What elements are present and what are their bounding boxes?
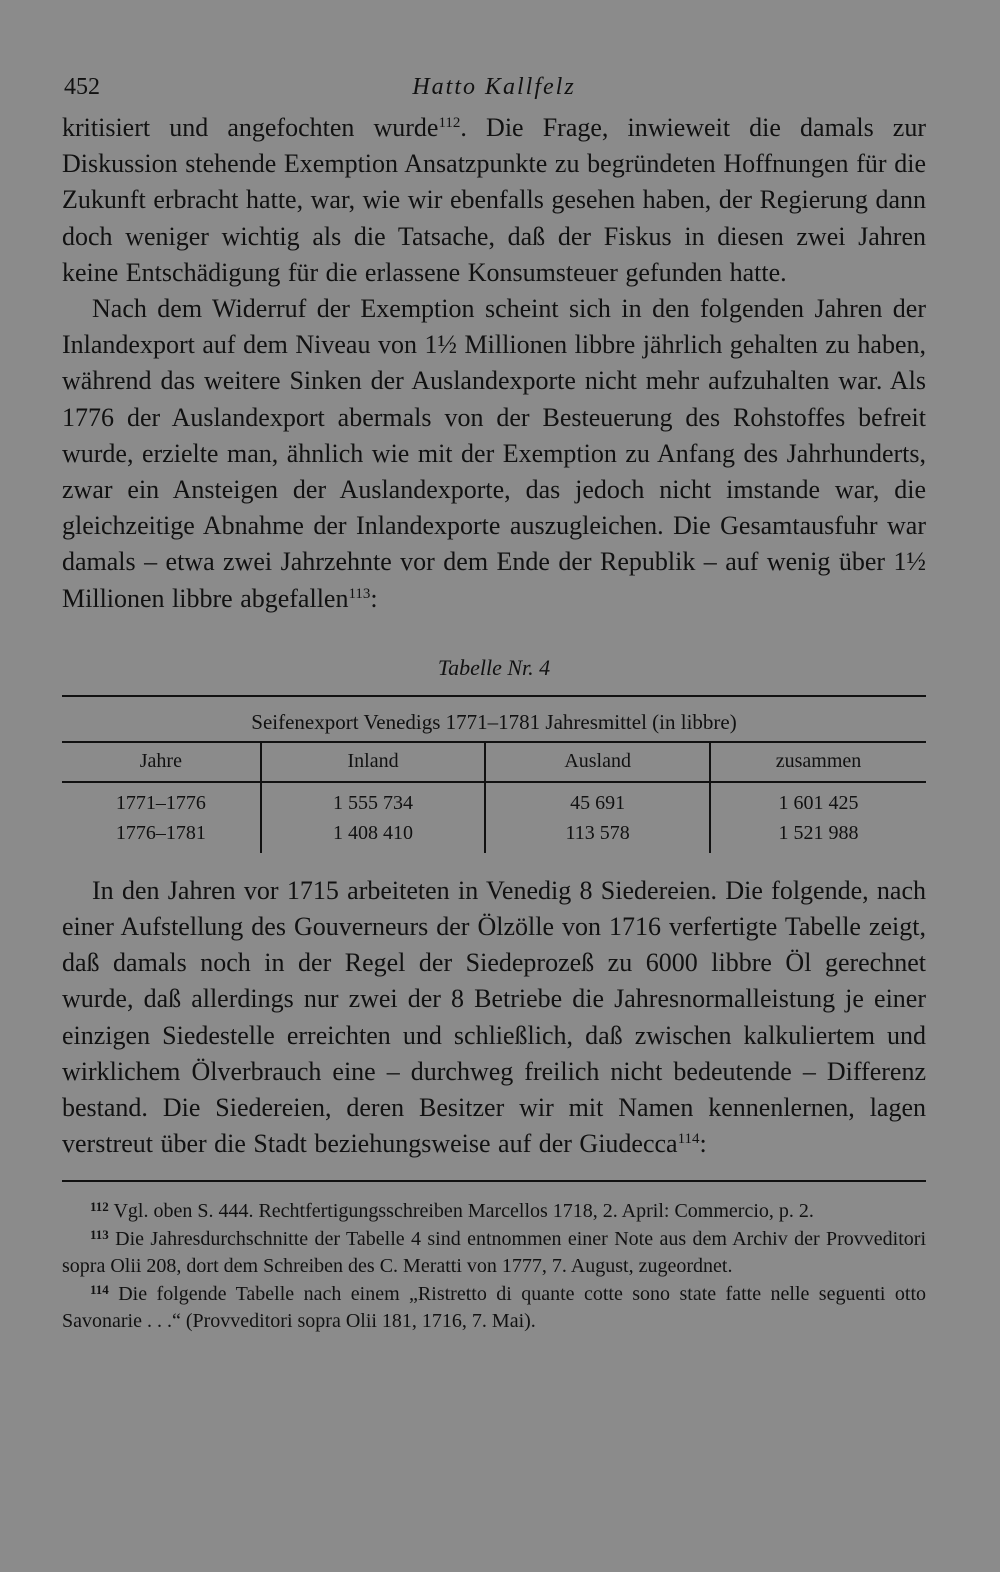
footnote-ref-112[interactable]: 112 <box>438 115 461 131</box>
footnote-113: $^{113}$ Die Jahresdurchschnitte der Tabelle 4 sind entnommen einer Note aus dem Archiv der Provveditori sopra Olii 208, dort dem Schreiben des C. Meratti von 1777, 7. August, zugeordnet. <box>62 1226 926 1278</box>
table-cell: 45 691 <box>485 782 710 819</box>
paragraph-1: kritisiert und angefochten wurde$^{112}$. Die Frage, inwieweit die damals zur Diskussion stehende Exemption Ansatzpunkte zu begründeten Hoffnungen für die Zukunft erbracht hatte, war, wie wir ebenfalls gesehen haben, der Regierung dann doch weniger wichtig als die Tatsache, daß der Fiskus in diesen zwei Jahren keine Entschädigung für die erlassene Konsumsteuer gefunden hatte. <box>62 113 927 287</box>
table-cell: 1771–1776 <box>115 792 206 815</box>
footnote-ref-113[interactable]: 113 <box>348 585 371 602</box>
column-header-ausland: Ausland <box>485 743 710 782</box>
column-header-inland: Inland <box>261 743 486 782</box>
column-header-jahre: Jahre <box>62 743 261 782</box>
table-title: Seifenexport Venedigs 1771–1781 Jahresmittel (in libbre) <box>62 697 926 743</box>
table-header-row <box>62 743 926 782</box>
footnote-112: $^{112}$ Vgl. oben S. 444. Rechtfertigungsschreiben Marcellos 1718, 2. April: Commercio, p. 2. <box>90 1199 814 1223</box>
body-text <box>62 110 926 617</box>
table-cell: 1 521 988 <box>710 819 926 853</box>
table-grid <box>62 743 926 853</box>
table-cell: 113 578 <box>485 819 710 853</box>
footnote-114: $^{114}$ Die folgende Tabelle nach einem „Ristretto di quante cotte sono state fatte nelle seguenti otto Savonarie . . .“ (Provveditori sopra Olii 181, 1716, 7. Mai). <box>62 1281 927 1333</box>
table-cell: 1 601 425 <box>710 782 926 819</box>
footnote-ref-114[interactable]: 114 <box>677 1131 700 1148</box>
page-header <box>62 70 926 110</box>
export-table <box>62 695 926 853</box>
table-cell: 1 555 734 <box>261 782 486 819</box>
table-caption: Tabelle Nr. 4 <box>437 654 551 680</box>
running-head: Hatto Kallfelz <box>412 74 576 100</box>
footnotes <box>62 1180 926 1336</box>
table-cell: 1776–1781 <box>115 822 206 845</box>
paragraph-3: In den Jahren vor 1715 arbeiteten in Venedig 8 Siedereien. Die folgende, nach einer Aufstellung des Gouverneurs der Ölzölle von 1716 verfertigte Tabelle zeigt, daß damals noch in der Regel der Siedeprozeß zu 6000 libbre Öl gerechnet wurde, daß allerdings nur zwei der 8 Betriebe die Jahresnormalleistung je einer einzigen Siedestelle erreichten und schließlich, daß zwischen kalkuliertem und wirklichem Ölverbrauch eine – durchweg freilich nicht bedeutende – Differenz bestand. Die Siedereien, deren Besitzer wir mit Namen kennenlernen, lagen verstreut über die Stadt beziehungsweise auf der Giudecca$^{114}$: <box>62 875 926 1159</box>
book-page <box>62 70 926 1336</box>
page-number: 452 <box>64 74 100 100</box>
table-row <box>62 819 926 853</box>
table-cell: 1 408 410 <box>261 819 486 853</box>
column-header-zusammen: zusammen <box>710 743 926 782</box>
paragraph-2: Nach dem Widerruf der Exemption scheint sich in den folgenden Jahren der Inlandexport auf dem Niveau von 1½ Millionen libbre jährlich gehalten zu haben, während das weitere Sinken der Auslandexporte nicht mehr aufzuhalten war. Als 1776 der Auslandexport abermals von der Besteuerung des Rohstoffes befreit wurde, erzielte man, ähnlich wie mit der Exemption zu Anfang des Jahrhunderts, zwar ein Ansteigen der Auslandexporte, das jedoch nicht imstande war, die gleichzeitige Abnahme der Inlandexporte auszugleichen. Die Gesamtausfuhr war damals – etwa zwei Jahrzehnte vor dem Ende der Republik – auf wenig über 1½ Millionen libbre abgefallen$^{113}$: <box>62 294 926 613</box>
table-row <box>62 782 926 819</box>
body-text-continued <box>62 873 926 1163</box>
